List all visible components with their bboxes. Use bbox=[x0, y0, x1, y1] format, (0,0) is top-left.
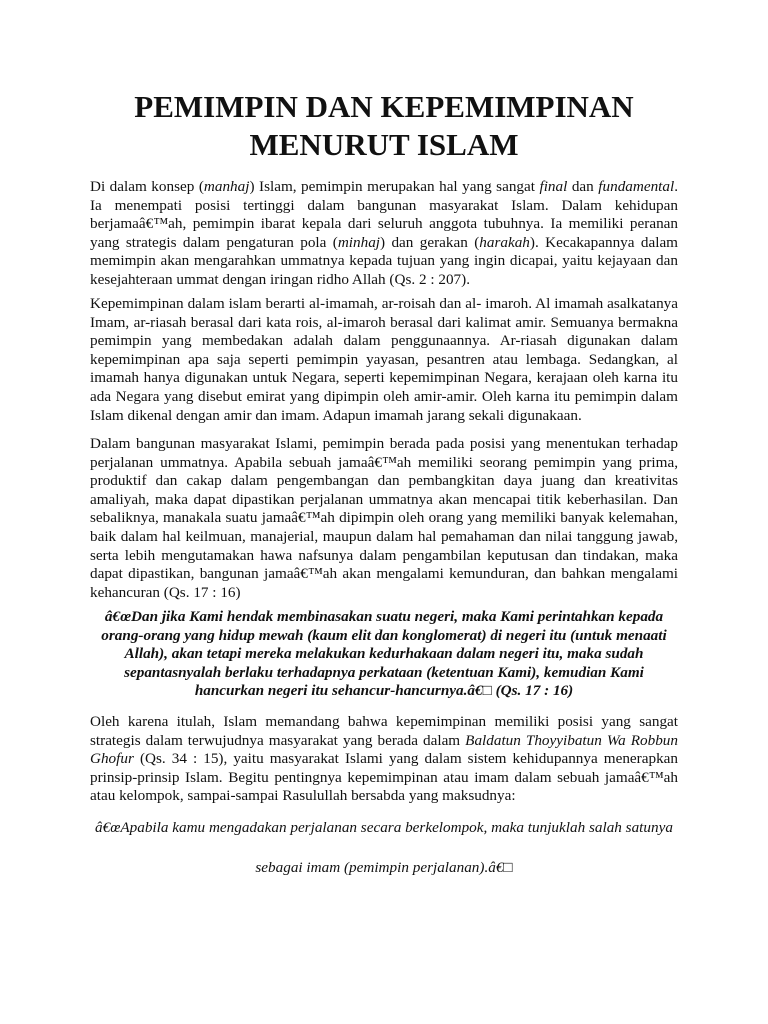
p1-term-harakah: harakah bbox=[479, 233, 530, 251]
p1-text: dan bbox=[567, 178, 599, 195]
paragraph-1 bbox=[90, 178, 678, 290]
quote-line: Allah), akan tetapi mereka melakukan kedurhakaan dalam negeri itu, maka sudah bbox=[124, 645, 644, 663]
title-line-1: PEMIMPIN DAN KEPEMIMPINAN bbox=[134, 89, 634, 124]
p1-term-final: final bbox=[539, 178, 568, 195]
p1-text: ) dan gerakan ( bbox=[380, 233, 480, 251]
p4-term-baldatun: Baldatun Thoyyibatun Wa Robbun Ghofur bbox=[90, 731, 678, 768]
p1-text: . Ia menempati posisi tertinggi dalam bangunan masyarakat Islam. Dalam kehidupan berjamaâ€™ah, pemimpin ibarat kepala dari seluruh anggota tubuhnya. Ia memiliki peranan yang strategis dalam pengaturan pola ( bbox=[90, 178, 679, 251]
quran-quote bbox=[90, 608, 678, 701]
p1-text: Di dalam konsep ( bbox=[90, 178, 204, 195]
p1-term-minhaj: minhaj bbox=[337, 233, 381, 251]
paragraph-3: Dalam bangunan masyarakat Islami, pemimpin berada pada posisi yang menentukan terhadap perjalanan ummatnya. Apabila sebuah jamaâ€™ah memiliki seorang pemimpin yang prima, produktif dan cakap dalam pengembangan dan pembangkitan daya juang dan kreativitas amaliyah, maka dapat dipastikan perjalanan ummatnya akan mencapai titik keberhasilan. Dan sebaliknya, manakala suatu jamaâ€™ah dipimpin oleh orang yang memiliki banyak kelemahan, baik dalam hal keilmuan, manajerial, maupun dalam hal pemahaman dan nilai tanggung jawab, serta lebih mengutamakan hawa nafsunya dalam pengambilan keputusan dan tindakan, maka dapat dipastikan, bangunan jamaâ€™ah akan mengalami kemunduran, dan bahkan mengalami kehancuran (Qs. 17 : 16) bbox=[90, 435, 678, 601]
p4-text: (Qs. 34 : 15), yaitu masyarakat Islami yang dalam sistem kehidupannya menerapkan prinsip-prinsip Islam. Begitu pentingnya kepemimpinan atau imam dalam sebuah jamaâ€™ah atau kelompok, sampai-sampai Rasulullah bersabda yang maksudnya: bbox=[90, 750, 678, 805]
p1-term-manhaj: manhaj bbox=[203, 178, 250, 195]
quote-line: sepantasnyalah berlaku terhadapnya perkataan (ketentuan Kami), kemudian Kami bbox=[124, 663, 644, 681]
quote-line: orang-orang yang hidup mewah (kaum elit dan konglomerat) di negeri itu (untuk menaati bbox=[101, 626, 667, 644]
page-title bbox=[0, 88, 768, 164]
p1-term-fundamental: fundamental bbox=[598, 178, 675, 195]
paragraph-4 bbox=[90, 713, 678, 806]
paragraph-2: Kepemimpinan dalam islam berarti al-imamah, ar-roisah dan al- imaroh. Al imamah asalkatanya Imam, ar-riasah berasal dari kata rois, al-imaroh berasal dari kalimat amir. Semuanya bermakna pemimpin yang membedakan adalah dalam penggunaannya. Ar-riasah digunakan dalam kepemimpinan apa saja seperti pemimpin yayasan, pesantren atau lembaga. Sedangkan, al imamah hanya digunakan untuk Negara, seperti kepemimpinan Negara, kerajaan oleh karna itu ada Negara yang disebut emirat yang dipimpin oleh amir-amir. Oleh karna itu pemimpin dalam Islam dikenal dengan amir dan imam. Adapun imamah jarang sekali digunakaan. bbox=[90, 295, 678, 424]
quote-line: hancurkan negeri itu sehancur-hancurnya.â€□ (Qs. 17 : 16) bbox=[194, 682, 574, 700]
p4-text: Oleh karena itulah, Islam memandang bahwa kepemimpinan memiliki posisi yang sangat strategis dalam terwujudnya masyarakat yang berada dalam bbox=[90, 713, 678, 749]
hadith-quote-line-1: â€œApabila kamu mengadakan perjalanan secara berkelompok, maka tunjuklah salah satunya bbox=[95, 819, 673, 836]
title-line-2: MENURUT ISLAM bbox=[249, 127, 519, 162]
quote-line: â€œDan jika Kami hendak membinasakan suatu negeri, maka Kami perintahkan kepada bbox=[104, 608, 664, 625]
p1-text: ). Kecakapannya dalam memimpin akan mengarahkan ummatnya kepada tujuan yang ingin dicapai, yaitu kejayaan dan kesejahteraan ummat dengan iringan ridho Allah (Qs. 2 : 207). bbox=[90, 233, 678, 288]
hadith-quote-line-2: sebagai imam (pemimpin perjalanan).â€□ bbox=[255, 859, 513, 876]
p1-text: ) Islam, pemimpin merupakan hal yang sangat bbox=[249, 178, 540, 195]
